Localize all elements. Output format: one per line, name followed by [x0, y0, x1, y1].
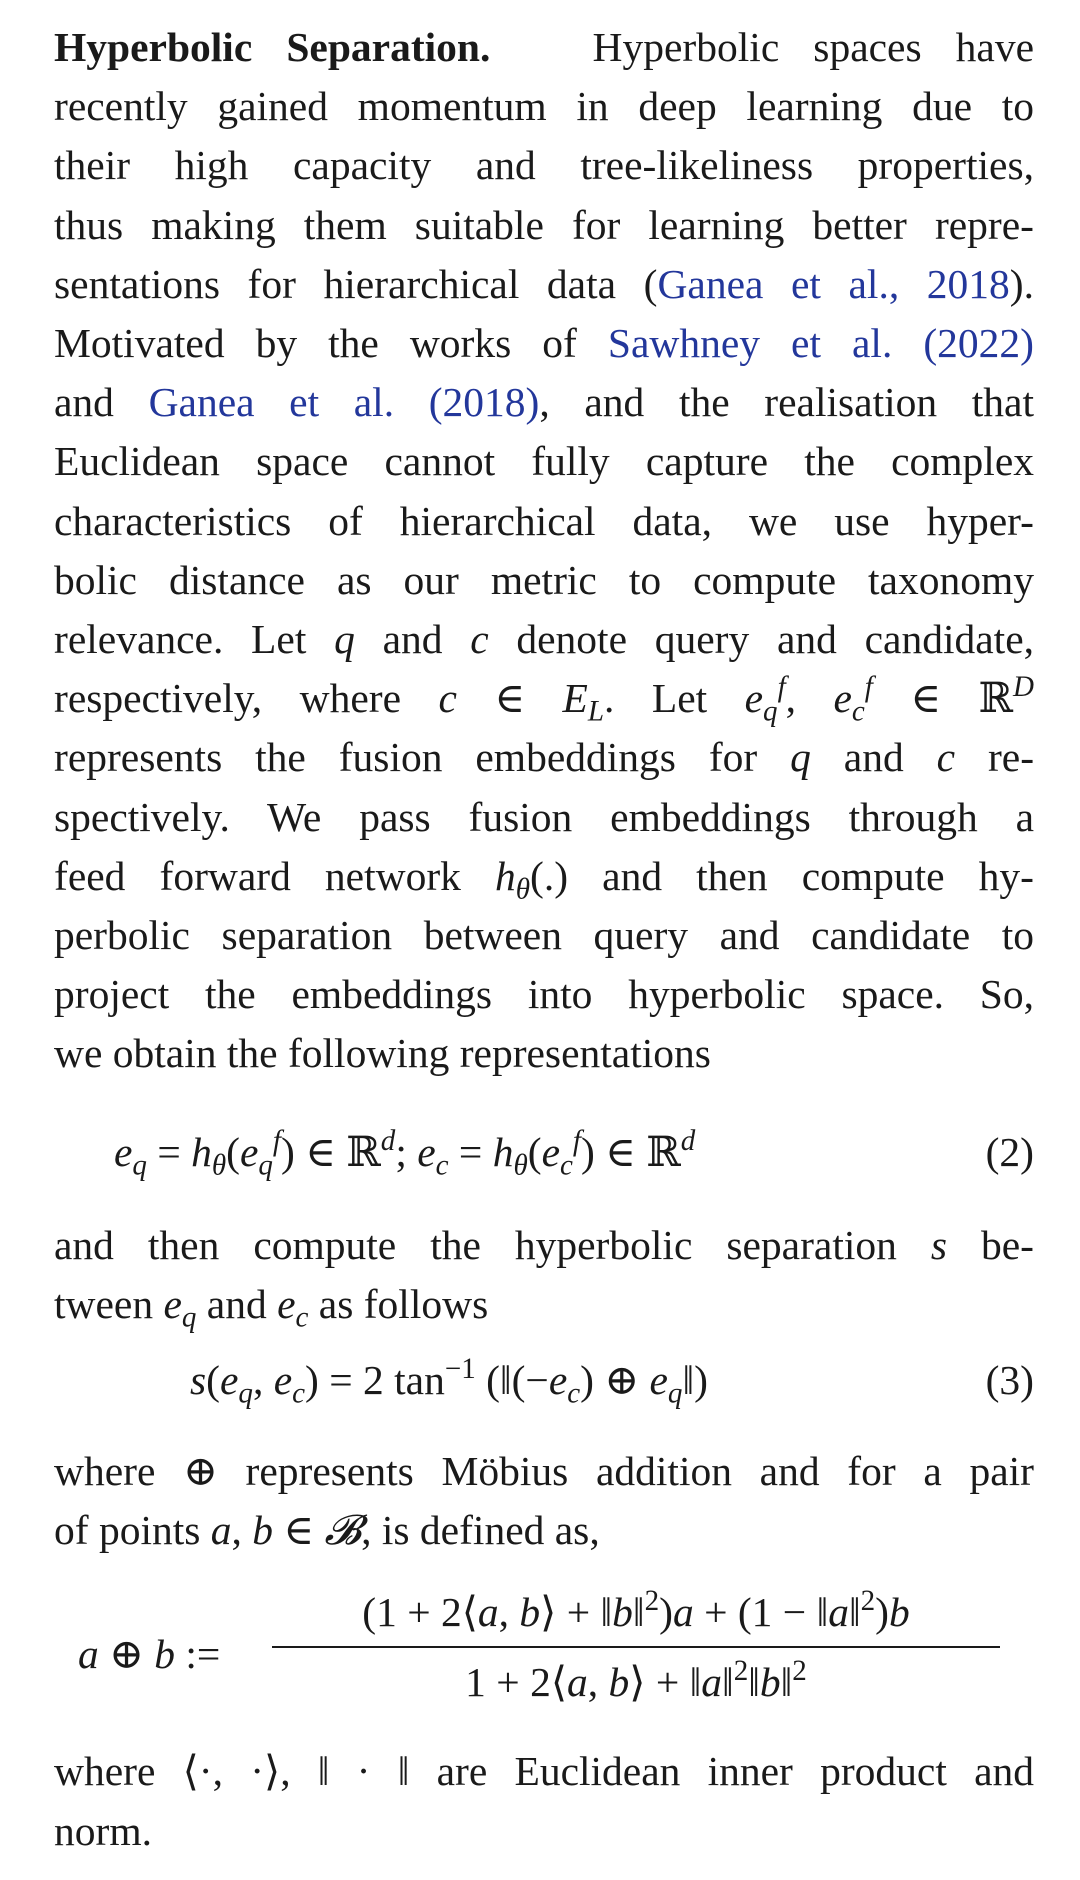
text-run: sentations for hierarchical data (: [54, 260, 658, 307]
citation-link[interactable]: Ganea et al., 2018: [657, 260, 1010, 307]
paragraph-hyperbolic-separation: [54, 18, 1034, 1084]
text-line: we obtain the following representations: [54, 1030, 711, 1077]
text-line: [54, 1742, 1034, 1801]
text-run: and: [810, 734, 937, 781]
text-line: [54, 1216, 1034, 1275]
equation-3: [54, 1340, 1034, 1420]
text-run: respectively, where: [54, 675, 439, 722]
text-line: [54, 847, 1034, 906]
math-q: q: [334, 616, 355, 663]
math-fusion-embeddings: $e_q^f$, $e_c^f$ ∈ ℝ$^D$: [744, 671, 1034, 728]
paper-excerpt: [54, 18, 1034, 1861]
math-s: s: [930, 1221, 948, 1268]
text-run: and: [196, 1280, 278, 1327]
math-points-ab: a, b ∈ 𝓑: [210, 1507, 362, 1554]
paragraph-inner-product-norm: [54, 1742, 1034, 1860]
equation-2-body: $e_q = h_\theta(e_q^f)$ ∈ ℝ$^d$; $e_c = h_\theta(e_c^f)$ ∈ ℝ$^d$: [114, 1124, 696, 1182]
text-run: and then compute hy-: [568, 852, 1034, 899]
text-line: [54, 373, 1034, 432]
text-run: and then compute the hyperbolic separation: [54, 1221, 931, 1268]
text-run: feed forward network: [54, 852, 496, 899]
text-run: re-: [955, 734, 1035, 781]
math-h-theta: $h_\theta(.)$: [495, 852, 569, 906]
text-line: [54, 314, 1034, 373]
oplus-symbol: ⊕: [183, 1448, 218, 1495]
text-run: represents Möbius addition and for a pair: [217, 1448, 1034, 1495]
text-run: where: [54, 1448, 184, 1495]
text-run: of points: [54, 1507, 211, 1554]
text-run: where: [54, 1748, 183, 1795]
text-line: characteristics of hierarchical data, we use hyper-: [54, 497, 1034, 544]
fraction-bar: [272, 1646, 1000, 1648]
text-run: , and the realisation that: [539, 379, 1034, 426]
text-line: recently gained momentum in deep learning due to: [54, 83, 1034, 130]
text-run: represents the fusion embeddings for: [54, 734, 791, 781]
text-line: project the embeddings into hyperbolic space. So,: [54, 971, 1034, 1018]
text-run: relevance. Let: [54, 616, 335, 663]
math-c-in-EL: c ∈ $E_L$: [438, 675, 605, 728]
section-heading: Hyperbolic Separation.: [54, 24, 491, 70]
text-line: spectively. We pass fusion embeddings through a: [54, 793, 1034, 840]
text-run: . Let: [604, 675, 745, 722]
text-line: norm.: [54, 1807, 152, 1854]
text-run: tween: [54, 1280, 164, 1327]
mobius-fraction: [272, 1582, 1000, 1712]
paragraph-separation-intro: [54, 1216, 1034, 1334]
paragraph-mobius-definition: [54, 1442, 1034, 1560]
text-run: Motivated by the works of: [54, 320, 608, 367]
text-line: [54, 610, 1034, 669]
text-line: Euclidean space cannot fully capture the complex: [54, 438, 1034, 485]
text-run: denote query and candidate,: [488, 616, 1034, 663]
equation-3-number: (3): [985, 1357, 1034, 1404]
mobius-denominator: 1 + 2⟨a, b⟩ + ‖a‖$^2$‖b‖$^2$: [465, 1655, 807, 1706]
math-q: q: [790, 734, 811, 781]
text-run: and: [54, 379, 149, 426]
mobius-numerator: (1 + 2⟨a, b⟩ + ‖b‖$^2$)a + (1 − ‖a‖$^2$)b: [362, 1585, 910, 1636]
equation-2: [54, 1112, 1034, 1192]
citation-link[interactable]: Sawhney et al. (2022): [607, 320, 1034, 367]
mobius-lhs: a ⊕ b :=: [78, 1631, 221, 1678]
text-line: [54, 1442, 1034, 1501]
text-run: as follows: [308, 1280, 489, 1327]
text-run: ).: [1009, 260, 1034, 307]
math-c: c: [470, 616, 489, 663]
math-ec: $e_c$: [277, 1280, 309, 1334]
text-line: [54, 18, 1034, 77]
math-eq: $e_q$: [163, 1280, 197, 1334]
text-run: , is defined as,: [361, 1507, 600, 1554]
equation-3-body: $s(e_q$, $e_c) = 2$ $\tan^{-1}$ ($‖(-e_c)$ ⊕ $e_q‖$): [190, 1353, 708, 1410]
text-line: thus making them suitable for learning better repre-: [54, 201, 1034, 248]
text-line: [54, 669, 1034, 728]
text-run: be-: [947, 1221, 1034, 1268]
text-line: [54, 1501, 1034, 1560]
text-line: [54, 1275, 1034, 1334]
text-line: bolic distance as our metric to compute taxonomy: [54, 556, 1034, 603]
math-c: c: [936, 734, 956, 781]
text-run: are Euclidean inner product and: [409, 1748, 1034, 1795]
citation-link[interactable]: Ganea et al. (2018): [148, 379, 540, 426]
text-line: perbolic separation between query and candidate to: [54, 912, 1034, 959]
math-inner-product-norm: ⟨·, ·⟩, ‖ · ‖: [182, 1748, 410, 1795]
text-line: [54, 255, 1034, 314]
text-run: Hyperbolic spaces have: [592, 24, 1034, 70]
text-line: their high capacity and tree-likeliness properties,: [54, 142, 1034, 189]
text-run: and: [354, 616, 471, 663]
equation-mobius-addition: [54, 1582, 1034, 1732]
equation-2-number: (2): [985, 1128, 1034, 1175]
text-line: [54, 728, 1034, 787]
